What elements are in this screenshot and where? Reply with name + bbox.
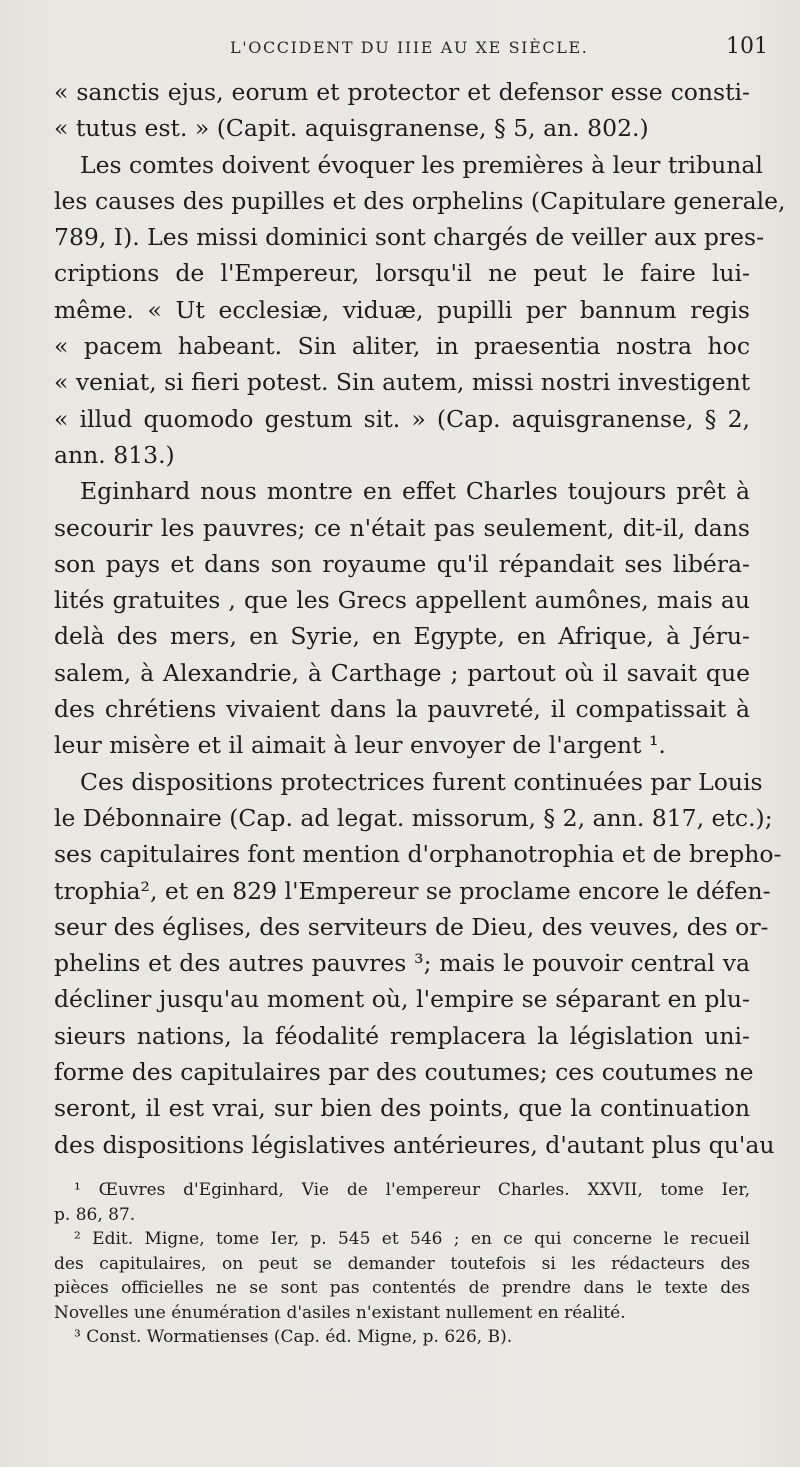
body-text-line: ann. 813.) [54, 440, 175, 469]
body-text-line: Ces dispositions protectrices furent continuées par Louis [80, 767, 763, 796]
body-text-line: forme des capitulaires par des coutumes; ces coutumes ne [54, 1058, 754, 1087]
footnote-line: ² Edit. Migne, tome Ier, p. 545 et 546 ; en ce qui concerne le recueil [74, 1229, 750, 1249]
body-text-line: le Débonnaire (Cap. ad legat. missorum, § 2, ann. 817, etc.); [54, 803, 773, 832]
body-text-line: sieurs nations, la féodalité remplacera la législation uni- [54, 1021, 750, 1050]
body-text-line: ses capitulaires font mention d'orphanotrophia et de brepho- [54, 840, 782, 869]
body-text-line: criptions de l'Empereur, lorsqu'il ne peut le faire lui- [54, 259, 750, 288]
footnote-line: pièces officielles ne se sont pas contentés de prendre dans le texte des [54, 1278, 750, 1298]
body-text-line: leur misère et il aimait à leur envoyer de l'argent ¹. [54, 731, 666, 760]
footnote-line: p. 86, 87. [54, 1204, 136, 1225]
body-text-line: « veniat, si fieri potest. Sin autem, missi nostri investigent [54, 368, 751, 397]
footnotes [54, 1178, 750, 1350]
footnote-line: ¹ Œuvres d'Eginhard, Vie de l'empereur Charles. XXVII, tome Ier, [74, 1180, 750, 1200]
body-text-line: « tutus est. » (Capit. aquisgranense, § 5, an. 802.) [54, 114, 649, 143]
body-text-line: trophia², et en 829 l'Empereur se proclame encore le défen- [54, 876, 771, 905]
body-text-line: phelins et des autres pauvres ³; mais le pouvoir central va [54, 949, 750, 978]
body-text-line: décliner jusqu'au moment où, l'empire se séparant en plu- [54, 985, 750, 1014]
body-text-line: même. « Ut ecclesiæ, viduæ, pupilli per bannum regis [54, 295, 750, 324]
footnote-line: Novelles une énumération d'asiles n'existant nullement en réalité. [54, 1302, 626, 1323]
body-text-line: seront, il est vrai, sur bien des points, que la continuation [54, 1094, 750, 1123]
body-text-line: salem, à Alexandrie, à Carthage ; partout où il savait que [54, 658, 750, 687]
page-number: 101 [726, 34, 768, 59]
body-text-line: des chrétiens vivaient dans la pauvreté, il compatissait à [54, 695, 750, 724]
running-head: L'OCCIDENT DU IIIE AU XE SIÈCLE. [230, 38, 589, 57]
body-text-line: delà des mers, en Syrie, en Egypte, en Afrique, à Jéru- [54, 622, 750, 651]
body-text-line: les causes des pupilles et des orphelins (Capitulare generale, [54, 186, 786, 215]
body-text-line: son pays et dans son royaume qu'il répandait ses libéra- [54, 549, 750, 578]
body-text-line: seur des églises, des serviteurs de Dieu, des veuves, des or- [54, 912, 769, 941]
body-text-line: des dispositions législatives antérieures, d'autant plus qu'au [54, 1130, 775, 1159]
page-header [230, 34, 768, 59]
body-text-line: Eginhard nous montre en effet Charles toujours prêt à [80, 477, 750, 506]
body-text-line: Les comtes doivent évoquer les premières à leur tribunal [80, 150, 763, 179]
body-text-line: 789, I). Les missi dominici sont chargés de veiller aux pres- [54, 223, 765, 252]
footnote-line: des capitulaires, on peut se demander toutefois si les rédacteurs des [54, 1253, 750, 1274]
body-text-line: lités gratuites , que les Grecs appellent aumônes, mais au [54, 586, 750, 615]
body-text-line: secourir les pauvres; ce n'était pas seulement, dit-il, dans [54, 513, 750, 542]
footnote-line: ³ Const. Wormatienses (Cap. éd. Migne, p. 626, B). [74, 1327, 513, 1347]
body-text-line: « illud quomodo gestum sit. » (Cap. aquisgranense, § 2, [54, 404, 750, 433]
body-text [54, 74, 786, 1163]
body-text-line: « sanctis ejus, eorum et protector et defensor esse consti- [54, 78, 750, 106]
body-text-line: « pacem habeant. Sin aliter, in praesentia nostra hoc [54, 332, 750, 361]
